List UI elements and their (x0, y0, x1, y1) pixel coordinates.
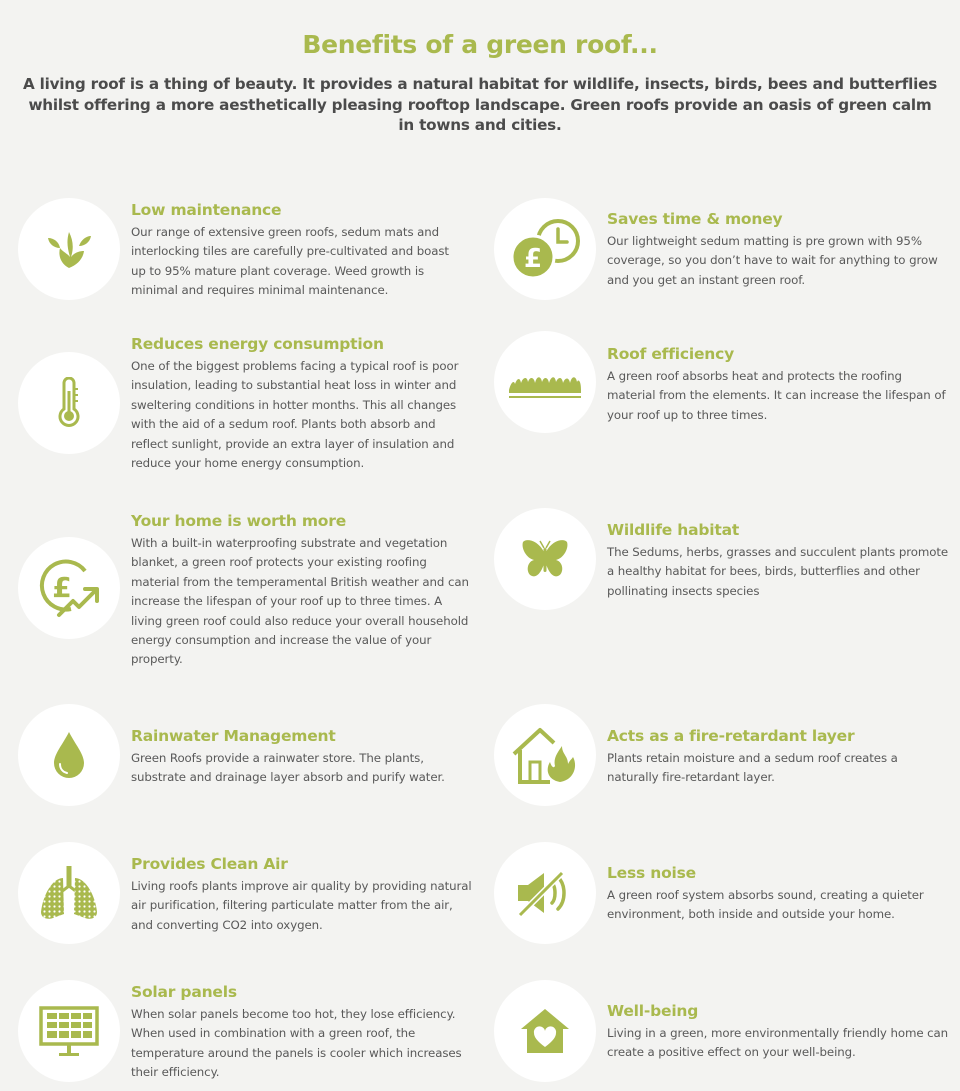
pound-clock-icon (494, 198, 596, 300)
benefit-description: With a built-in waterproofing substrate and vegetation blanket, a green roof protects your existing roofing material from the temperamental British weather and can increase the lifespan of your roof up to three times. A living green roof could also reduce your overall household energy consumption and increase the value of your property. (131, 536, 469, 667)
benefit-description: When solar panels become too hot, they lose efficiency. When used in combination with a green roof, the temperature around the panels is cooler which increases their efficiency. (131, 1007, 462, 1080)
benefit-description: A green roof system absorbs sound, creating a quieter environment, both inside and outside your home. (607, 888, 924, 922)
thermometer-icon (18, 352, 120, 454)
benefit-title: Your home is worth more (131, 512, 347, 530)
benefit-description: Living roofs plants improve air quality by providing natural air purification, filtering particulate matter from the air, and converting CO2 into oxygen. (131, 879, 472, 932)
benefit-title: Acts as a fire-retardant layer (607, 727, 855, 745)
svg-text:£: £ (52, 571, 72, 604)
benefit-description: Our range of extensive green roofs, sedum mats and interlocking tiles are carefully pre-cultivated and boast up to 95% mature plant coverage. Weed growth is minimal and requires minimal maintenance. (131, 225, 449, 298)
pound-growth-icon (18, 537, 120, 639)
benefit-description: Living in a green, more environmentally friendly home can create a positive effect on your well-being. (607, 1026, 949, 1060)
leaves-icon (18, 198, 120, 300)
intro-paragraph: A living roof is a thing of beauty. It provides a natural habitat for wildlife, insects, birds, bees and butterflies whilst offering a more aesthetically pleasing rooftop landscape. Green roofs provide an oasis of green calm in towns and cities. (22, 75, 938, 134)
benefit-title: Solar panels (131, 983, 237, 1001)
benefit-description: Plants retain moisture and a sedum roof creates a naturally fire-retardant layer. (607, 751, 898, 785)
benefit-description: A green roof absorbs heat and protects the roofing material from the elements. It can increase the lifespan of your roof up to three times. (607, 369, 946, 422)
benefit-description: The Sedums, herbs, grasses and succulent plants promote a healthy habitat for bees, birds, butterflies and other pollinating insects species (607, 545, 949, 598)
benefit-description: Green Roofs provide a rainwater store. The plants, substrate and drainage layer absorb and purify water. (131, 751, 445, 785)
lungs-icon (18, 842, 120, 944)
benefit-title: Rainwater Management (131, 727, 336, 745)
benefit-description: Our lightweight sedum matting is pre grown with 95% coverage, so you don’t have to wait for anything to grow and you get an instant green roof. (607, 234, 938, 287)
benefit-title: Well-being (607, 1002, 699, 1020)
house-heart-icon (494, 980, 596, 1082)
svg-text:£: £ (523, 244, 543, 274)
solar-panel-icon (18, 980, 120, 1082)
house-fire-icon (494, 704, 596, 806)
benefit-title: Saves time & money (607, 210, 783, 228)
benefit-description: One of the biggest problems facing a typical roof is poor insulation, leading to substantial heat loss in winter and sweltering conditions in hotter months. This all changes with the aid of a sedum roof. Plants both absorb and reflect sunlight, provide an extra layer of insulation and reduce your home energy consumption. (131, 359, 459, 471)
benefit-title: Reduces energy consumption (131, 335, 384, 353)
benefit-title: Wildlife habitat (607, 521, 740, 539)
sedum-mat-icon (494, 331, 596, 433)
benefit-title: Low maintenance (131, 201, 282, 219)
benefit-title: Roof efficiency (607, 345, 735, 363)
benefit-title: Less noise (607, 864, 696, 882)
water-drop-icon (18, 704, 120, 806)
benefit-title: Provides Clean Air (131, 855, 288, 873)
butterfly-icon (494, 508, 596, 610)
speaker-mute-icon (494, 842, 596, 944)
page-title: Benefits of a green roof... (302, 30, 658, 59)
